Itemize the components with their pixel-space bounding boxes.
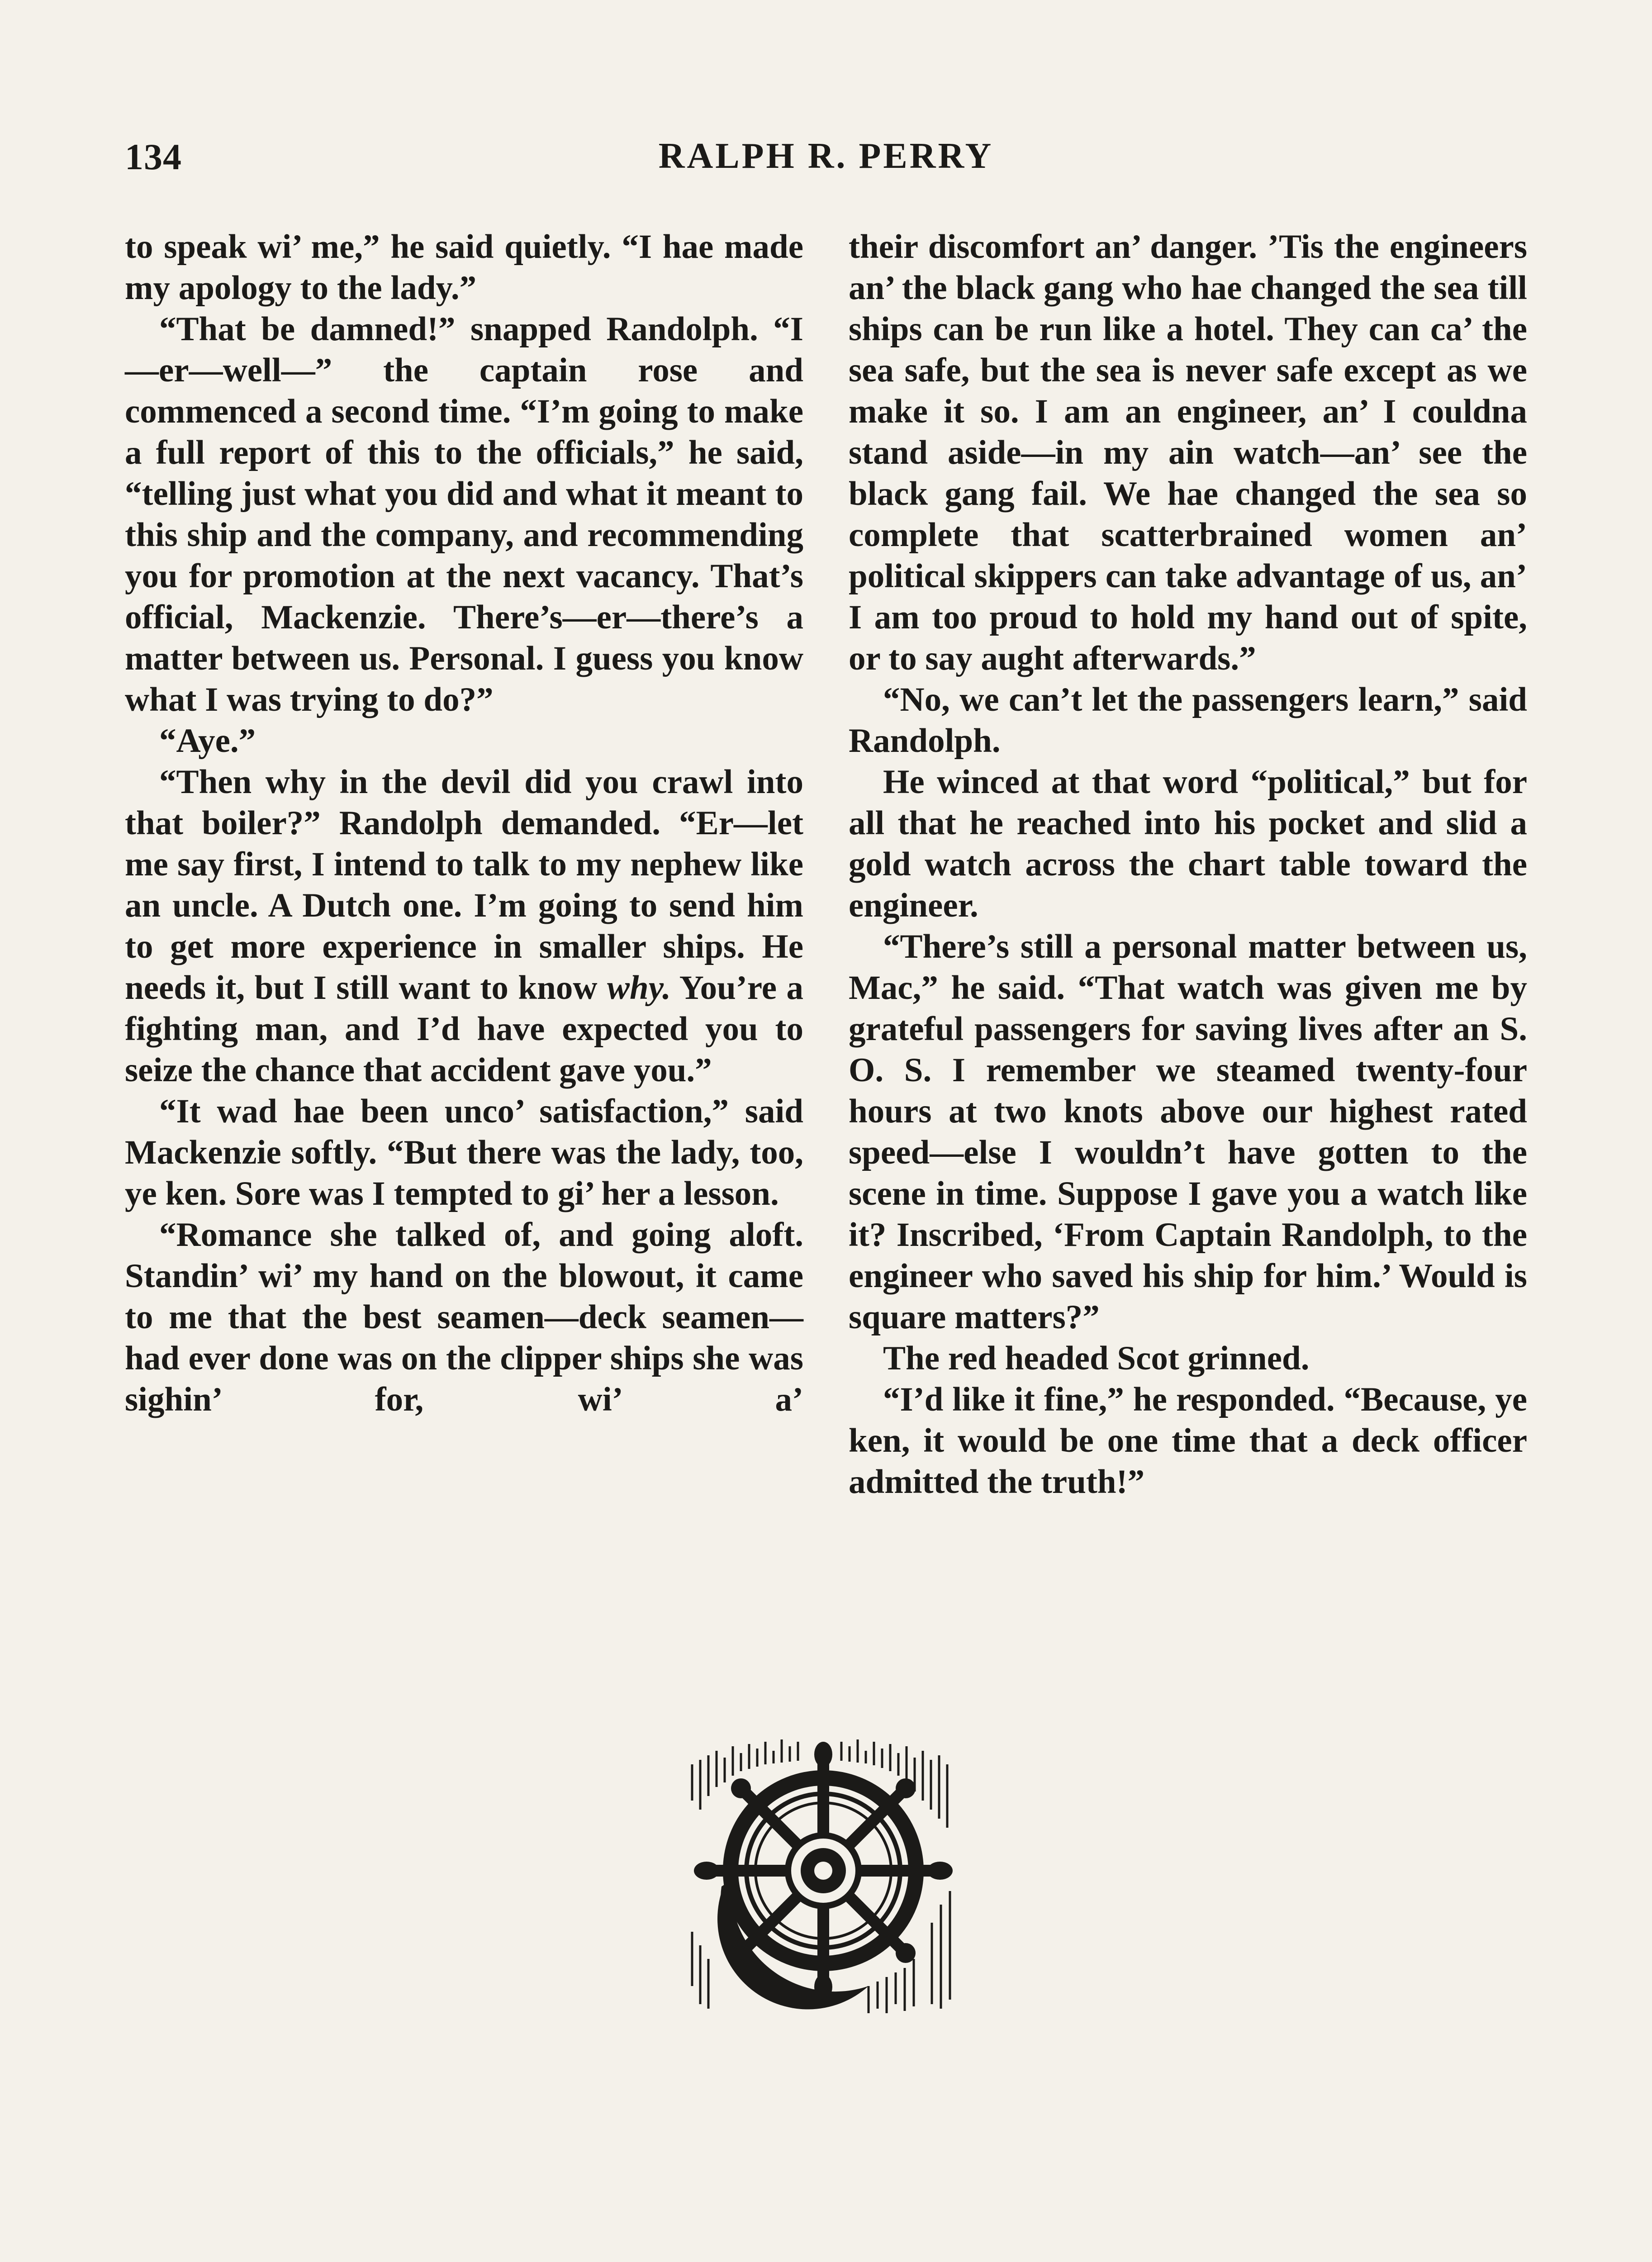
- paragraph: He winced at that word “political,” but for all that he reached into his pocket and slid a gold watch across the chart table toward the engineer.: [849, 763, 1527, 924]
- paragraph: their discomfort an’ danger. ’Tis the engineers an’ the black gang who hae changed the sea till ships can be run like a hotel. They can ca’ the sea safe, but the sea is never safe except as we make it so. I am an engineer, an’ I couldna stand aside—in my ain watch—an’ see the black gang fail. We hae changed the sea so complete that scatterbrained women an’ political skippers can take advantage of us, an’ I am too proud to hold my hand out of spite, or to say aught afterwards.”: [849, 228, 1527, 677]
- paragraph: to speak wi’ me,” he said quietly. “I hae made my apology to the lady.”: [125, 228, 803, 307]
- right-column: [849, 226, 1527, 1502]
- paragraph: The red headed Scot grinned.: [883, 1340, 1310, 1377]
- ship-wheel-icon: [679, 1733, 968, 2022]
- paragraph: “I’d like it fine,” he responded. “Because, ye ken, it would be one time that a deck officer admitted the truth!”: [849, 1381, 1527, 1501]
- running-head: RALPH R. PERRY: [658, 136, 994, 176]
- text-run: You’re a fighting man, and I’d have expected you to seize the chance that accident gave you.”: [125, 969, 803, 1089]
- text-run: “Then why in the devil did you crawl into that boiler?” Randolph demanded. “Er—let me say first, I intend to talk to my nephew like an uncle. A Dutch one. I’m going to send him to get more experience in smaller ships. He needs it, but I still want to know: [125, 763, 803, 1007]
- paragraph: “No, we can’t let the passengers learn,” said Randolph.: [849, 681, 1527, 760]
- left-column: [125, 226, 803, 1420]
- emphasis-text: why.: [607, 969, 671, 1007]
- paragraph: “Romance she talked of, and going aloft. Standin’ wi’ my hand on the blowout, it came to me that the best seamen—deck seamen—had ever done was on the clipper ships she was sighin’ for, wi’ a’: [125, 1216, 803, 1418]
- paragraph: “It wad hae been unco’ satisfaction,” said Mackenzie softly. “But there was the lady, too, ye ken. Sore was I tempted to gi’ her a lesson.: [125, 1093, 803, 1212]
- paragraph: “Aye.”: [159, 722, 256, 760]
- paragraph: [125, 761, 803, 1091]
- paragraph: “There’s still a personal matter between us, Mac,” he said. “That watch was given me by grateful passengers for saving lives after an S. O. S. I remember we steamed twenty-four hours at two knots above our highest rated speed—else I wouldn’t have gotten to the scene in time. Suppose I gave you a watch like it? Inscribed, ‘From Captain Randolph, to the engineer who saved his ship for him.’ Would is square matters?”: [849, 928, 1527, 1336]
- page-number: 134: [125, 136, 182, 177]
- paragraph: “That be damned!” snapped Randolph. “I—er—well—” the captain rose and commenced a second time. “I’m going to make a full report of this to the officials,” he said, “telling just what you did and what it meant to this ship and the company, and recommending you for promotion at the next vacancy. That’s official, Mackenzie. There’s—er—there’s a matter between us. Personal. I guess you know what I was trying to do?”: [125, 310, 803, 718]
